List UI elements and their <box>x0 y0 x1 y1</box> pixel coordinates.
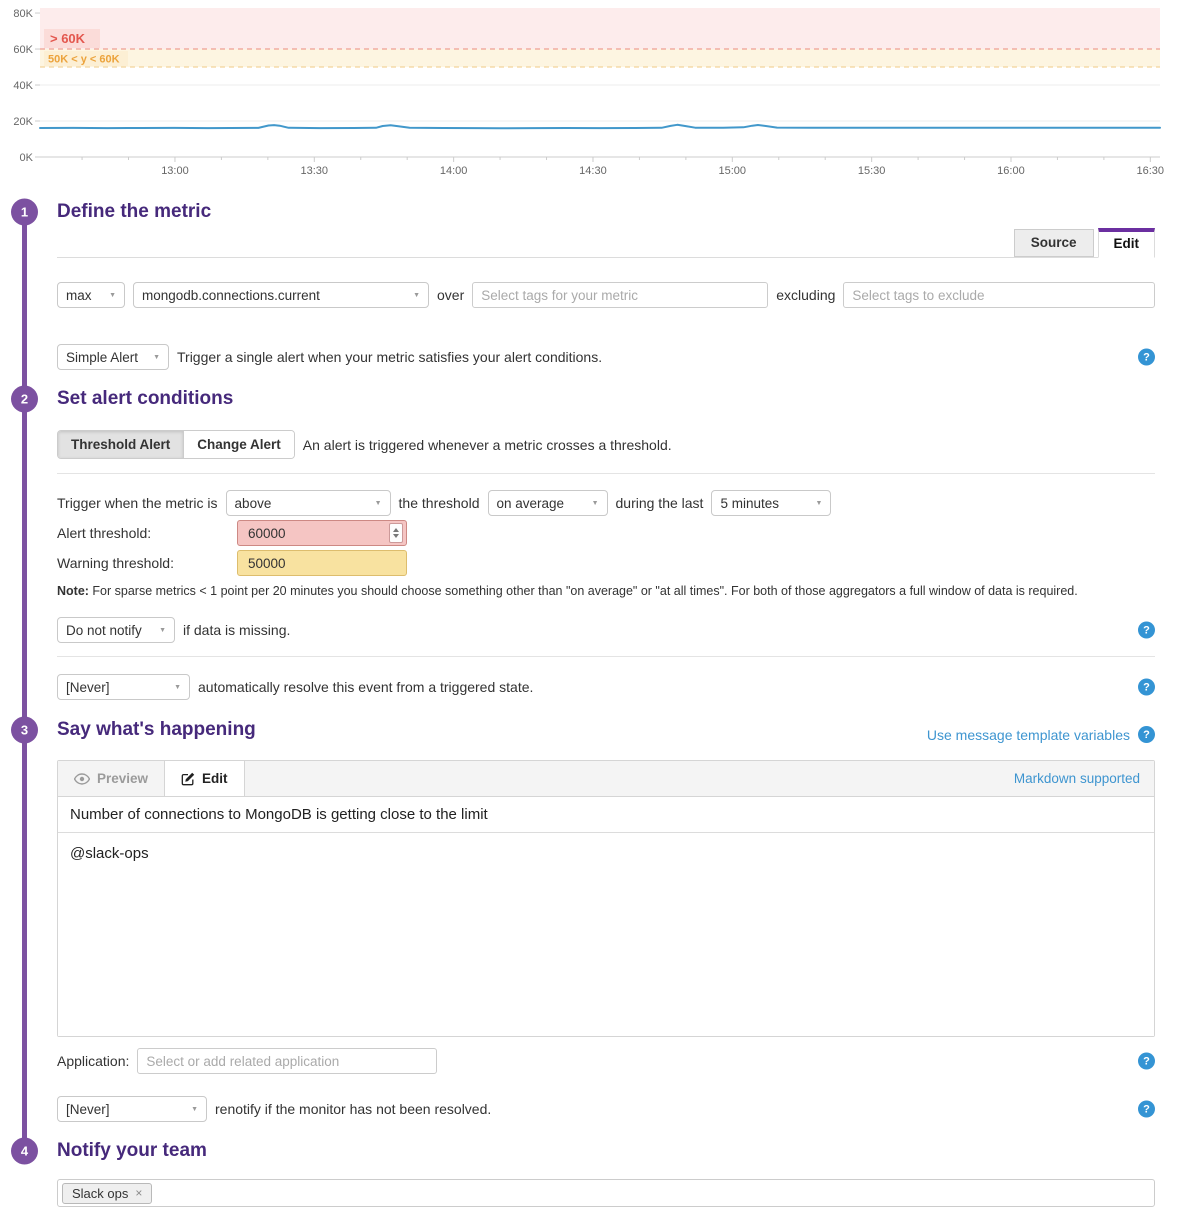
svg-text:13:30: 13:30 <box>300 165 329 177</box>
help-icon[interactable]: ? <box>1138 349 1155 366</box>
threshold-label: the threshold <box>398 495 480 511</box>
help-icon[interactable]: ? <box>1138 726 1155 743</box>
chevron-down-icon: ▼ <box>159 626 166 634</box>
step1-number-badge: 1 <box>11 199 38 226</box>
step4-heading <box>20 1138 1155 1164</box>
chevron-down-icon: ▼ <box>153 353 160 361</box>
svg-text:> 60K: > 60K <box>50 31 86 46</box>
monitor-form <box>0 185 1177 1207</box>
chevron-down-icon: ▼ <box>109 291 116 299</box>
renotify-row <box>57 1096 1155 1122</box>
step2-number-badge: 2 <box>11 386 38 413</box>
chevron-down-icon: ▼ <box>815 499 823 507</box>
alert-type-description: Trigger a single alert when your metric satisfies your alert conditions. <box>177 349 603 365</box>
step1-title: Define the metric <box>57 201 212 222</box>
renotify-description: renotify if the monitor has not been resolved. <box>215 1101 492 1117</box>
template-variables-link[interactable]: Use message template variables <box>926 726 1130 743</box>
alert-threshold-label: Alert threshold: <box>57 525 152 541</box>
pencil-icon <box>181 772 195 786</box>
alert-threshold-field <box>237 520 407 546</box>
monitor-message-row <box>58 833 1154 1036</box>
divider <box>57 656 1155 657</box>
svg-text:80K: 80K <box>13 8 33 21</box>
number-spinner[interactable] <box>389 523 403 543</box>
svg-text:14:30: 14:30 <box>579 165 607 177</box>
chevron-down-icon: ▼ <box>374 499 382 507</box>
message-editor <box>57 760 1155 1037</box>
monitor-title-row <box>58 797 1154 833</box>
chevron-down-icon: ▼ <box>413 291 420 299</box>
svg-text:60K: 60K <box>13 44 33 57</box>
notification-tag-label: Slack ops <box>72 1185 129 1201</box>
tab-source[interactable]: Source <box>1014 229 1094 257</box>
warning-threshold-input[interactable] <box>246 555 403 572</box>
svg-text:13:00: 13:00 <box>161 165 189 177</box>
chevron-down-icon: ▼ <box>591 499 599 507</box>
help-icon[interactable]: ? <box>1138 1101 1155 1118</box>
alert-threshold-input[interactable] <box>246 525 389 542</box>
chevron-down-icon: ▼ <box>191 1105 198 1113</box>
metric-select[interactable]: mongodb.connections.current ▼ <box>133 282 429 308</box>
message-editor-tabs <box>58 761 1154 797</box>
aggregator-select[interactable]: max ▼ <box>57 282 125 308</box>
during-label: during the last <box>615 495 704 511</box>
application-row <box>57 1048 1155 1074</box>
help-icon[interactable]: ? <box>1138 622 1155 639</box>
metric-tags-input[interactable] <box>472 282 768 308</box>
svg-text:20K: 20K <box>13 116 33 129</box>
threshold-alert-button[interactable]: Threshold Alert <box>58 431 183 458</box>
change-alert-button[interactable]: Change Alert <box>183 431 294 458</box>
auto-resolve-row <box>57 674 1155 700</box>
svg-text:40K: 40K <box>13 80 33 93</box>
auto-resolve-select[interactable]: [Never] ▼ <box>57 674 190 700</box>
notification-tag <box>62 1183 152 1204</box>
step3-title: Say what's happening <box>57 719 256 740</box>
trigger-label: Trigger when the metric is <box>57 495 218 511</box>
help-icon[interactable]: ? <box>1138 1053 1155 1070</box>
aggregation-select[interactable]: on average ▼ <box>488 490 608 516</box>
svg-text:15:30: 15:30 <box>857 165 886 177</box>
svg-text:0K: 0K <box>19 152 33 164</box>
alert-threshold-row <box>57 520 1155 546</box>
svg-text:15:00: 15:00 <box>718 165 747 177</box>
alert-type-row <box>57 344 1155 370</box>
note-prefix: Note: <box>57 584 89 598</box>
warning-threshold-row <box>57 550 1155 576</box>
renotify-select[interactable]: [Never] ▼ <box>57 1096 207 1122</box>
step1-heading <box>20 199 1155 225</box>
step4-title: Notify your team <box>57 1140 207 1161</box>
warning-threshold-label: Warning threshold: <box>57 555 174 571</box>
note-text: For sparse metrics < 1 point per 20 minutes you should choose something other than "on average" or "at all times". For both of those aggregators a full window of data is required. <box>88 584 1078 598</box>
alert-mode-row <box>57 430 1155 459</box>
chevron-down-icon: ▼ <box>174 683 181 691</box>
no-data-select[interactable]: Do not notify ▼ <box>57 617 175 643</box>
auto-resolve-description: automatically resolve this event from a triggered state. <box>198 679 534 695</box>
tab-preview[interactable]: Preview <box>58 761 165 796</box>
eye-icon <box>74 773 90 785</box>
no-data-description: if data is missing. <box>183 622 291 638</box>
markdown-supported-label: Markdown supported <box>1013 771 1140 786</box>
no-data-row <box>57 617 1155 643</box>
sparse-metrics-note <box>57 584 1155 598</box>
notify-team-input[interactable] <box>57 1179 1155 1207</box>
metric-query-row <box>57 282 1155 308</box>
metric-chart-container <box>0 0 1177 185</box>
step-rail <box>22 212 27 1150</box>
step3-heading <box>20 717 1155 743</box>
metric-chart <box>0 0 1177 185</box>
comparator-select[interactable]: above ▼ <box>226 490 391 516</box>
alert-mode-description: An alert is triggered whenever a metric crosses a threshold. <box>302 436 672 453</box>
svg-text:16:00: 16:00 <box>997 165 1025 177</box>
help-icon[interactable]: ? <box>1138 679 1155 696</box>
tab-message-edit[interactable]: Edit <box>165 761 245 796</box>
trigger-condition-row <box>57 490 1155 516</box>
warning-threshold-field <box>237 550 407 576</box>
application-input[interactable] <box>137 1048 437 1074</box>
over-label: over <box>437 287 465 303</box>
svg-text:50K < y < 60K: 50K < y < 60K <box>48 53 120 66</box>
step2-title: Set alert conditions <box>57 388 234 409</box>
alert-mode-toggle <box>57 430 295 459</box>
monitor-message-textarea[interactable] <box>58 833 1154 1036</box>
application-label: Application: <box>57 1053 130 1069</box>
excluding-label: excluding <box>776 287 836 303</box>
step4-number-badge: 4 <box>11 1138 38 1165</box>
step3-number-badge: 3 <box>11 717 38 744</box>
tab-edit[interactable]: Edit <box>1098 228 1156 258</box>
svg-text:16:30: 16:30 <box>1136 165 1165 177</box>
alert-type-select[interactable]: Simple Alert ▼ <box>57 344 169 370</box>
step2-heading <box>20 386 1155 412</box>
remove-tag-icon[interactable]: × <box>135 1186 143 1200</box>
monitor-title-input[interactable] <box>58 797 1154 833</box>
source-edit-tabs <box>57 229 1155 258</box>
exclude-tags-input[interactable] <box>843 282 1155 308</box>
divider <box>57 473 1155 474</box>
svg-text:14:00: 14:00 <box>439 165 468 177</box>
timeframe-select[interactable]: 5 minutes ▼ <box>711 490 831 516</box>
